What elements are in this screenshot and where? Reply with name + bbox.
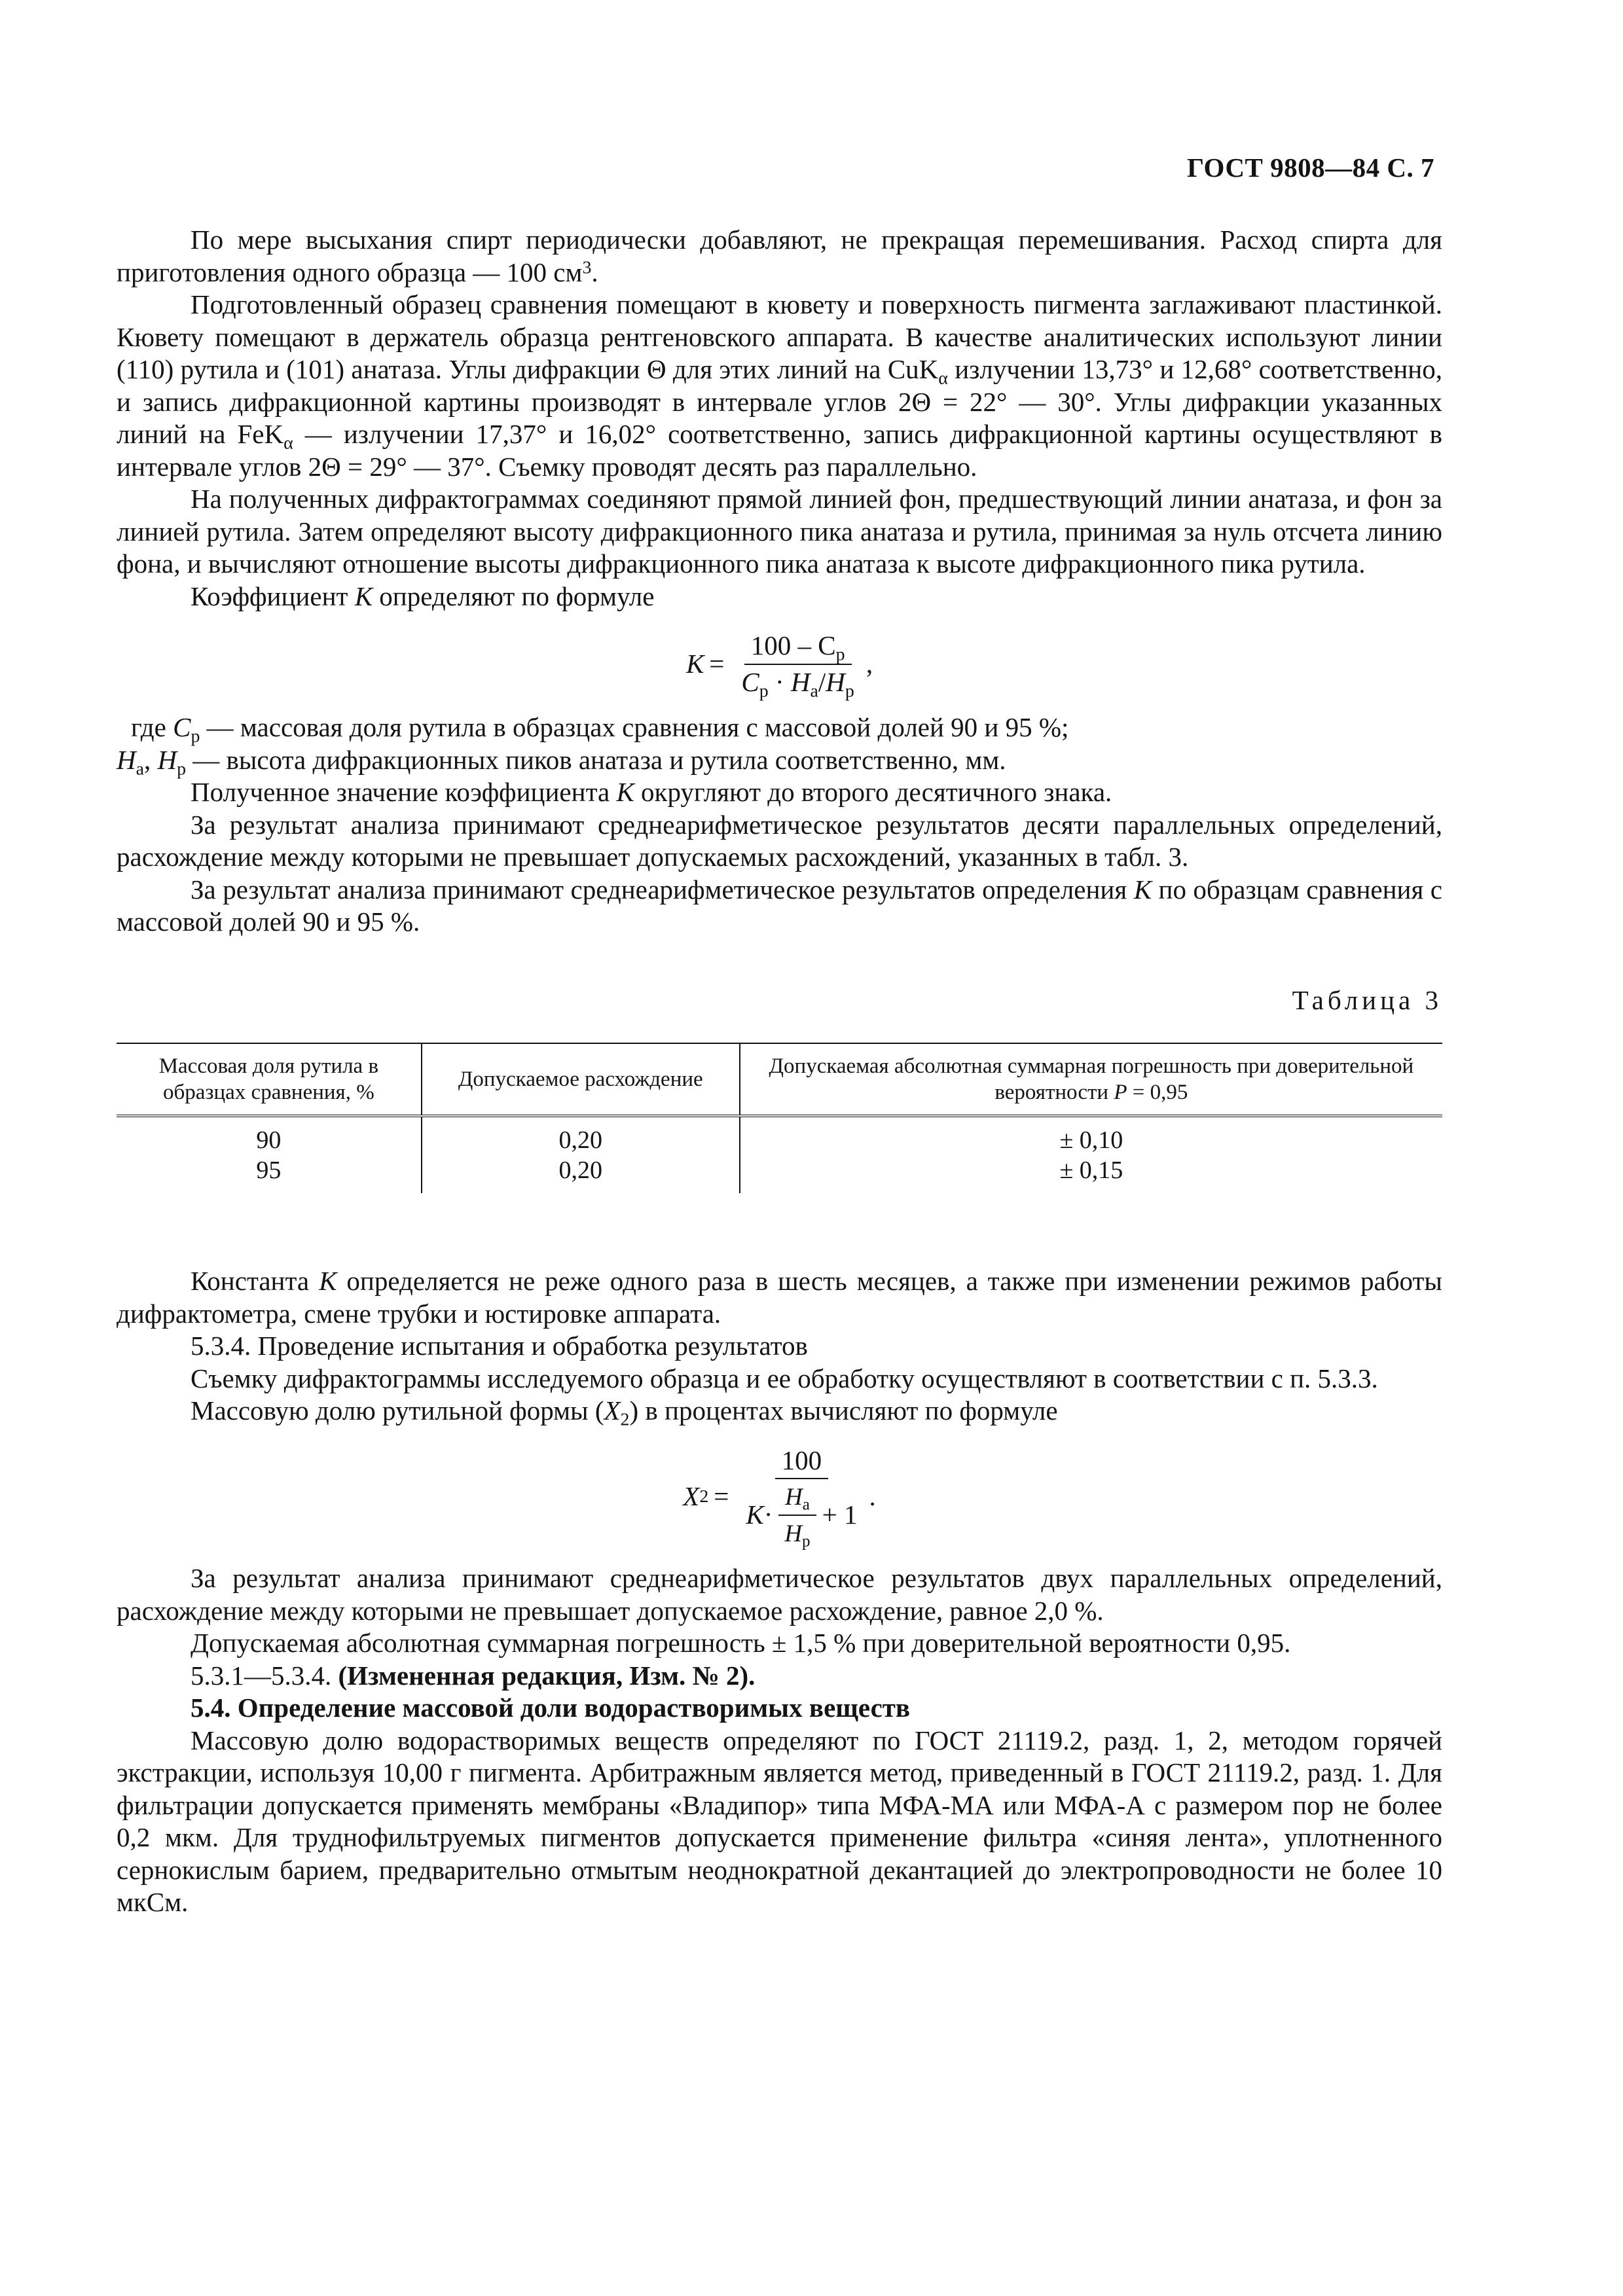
paragraph: Массовую долю водорастворимых веществ определяют по ГОСТ 21119.2, разд. 1, 2, методом горячей экстракции, используя 10,00 г пигмента. Арбитражным является метод, приведенный в ГОСТ 21119.2, разд. 1. Для фильтрации допускается применять мембраны «Владипор» типа МФА-МА или МФА-А с размером пор не более 0,2 мкм. Для труднофильтруемых пигментов допускается применение фильтра «синяя лента», уплотненного сернокислым барием, предварительно отмытым неоднократной декантацией до электропроводности не более 10 мкСм. [117,1725,1442,1917]
paragraph: Массовую долю рутильной формы $(X_2)$ в процентах вычисляют по формуле [191,1395,1058,1430]
formula-k: K = $\frac{100 - C_р}{C_р \cdot H_а/H_р}$ , [685,630,873,701]
table-caption: Таблица 3 [1292,984,1442,1015]
document-body [117,224,1442,1919]
table-row [117,1155,1442,1193]
column-header: Массовая доля рутила в образцах сравнения, % [117,1043,422,1116]
paragraph: На полученных дифрактограммах соединяют прямой линией фон, предшествующий линии анатаза, и фон за линией рутила. Затем определяют высоту дифракционного пика анатаза и рутила, принимая за нуль отсчета линию фона, и вычисляют отношение высоты дифракционного пика анатаза к высоте дифракционного пика рутила. [117,484,1442,579]
page-header: ГОСТ 9808—84 С. 7 [1186,152,1434,183]
table-cell: 0,20 [422,1116,740,1155]
table-cell: 95 [256,1157,282,1184]
paragraph: За результат анализа принимают среднеарифметическое результатов определения K по образцам сравнения с массовой долей 90 и 95 %. [117,874,1442,937]
paragraph: За результат анализа принимают среднеарифметическое результатов двух параллельных определений, расхождение между которыми не превышает допускаемое расхождение, равное 2,0 %. [117,1563,1442,1626]
subsection-title: 5.3.4. Проведение испытания и обработка результатов [191,1331,808,1361]
paragraph: Подготовленный образец сравнения помещают в кювету и поверхность пигмента заглаживают пластинкой. Кювету помещают в держатель образца рентгеновского аппарата. В качестве аналитических используют линии (110) рутила и (101) анатаза. Углы дифракции Θ для этих линий на CuK$_\alpha$ излучении 13,73° и 12,68° соответственно, и запись дифракционной картины производят в интервале углов 2Θ = 22° — 30°. Углы дифракции указанных линий на FeK$_\alpha$ — излучении 17,37° и 16,02° соответственно, запись дифракционной картины осуществляют в интервале углов 2Θ = 29° — 37°. Съемку проводят десять раз параллельно. [117,289,1442,482]
table-header-row [117,1043,1442,1116]
column-header: Допускаемое расхождение [422,1043,740,1116]
section-title: 5.4. Определение массовой доли водорастворимых веществ [191,1693,911,1723]
paragraph: Допускаемая абсолютная суммарная погрешность ± 1,5 % при доверительной вероятности 0,95. [191,1628,1291,1658]
table-cell: 90 [256,1126,282,1154]
legend-line: где $C_р$ — массовая доля рутила в образцах сравнения с массовой долей 90 и 95 %; [131,712,1069,747]
paragraph: Константа K определяется не реже одного раза в шесть месяцев, а также при изменении режимов работы дифрактометра, смене трубки и юстировке аппарата. [117,1266,1442,1329]
column-header: Допускаемая абсолютная суммарная погрешность при доверительной вероятности P = 0,95 [740,1043,1442,1116]
paragraph: Коэффициент K определяют по формуле [191,581,655,611]
table-cell: 0,20 [422,1155,740,1193]
table-row [117,1116,1442,1155]
paragraph: За результат анализа принимают среднеарифметическое результатов десяти параллельных определений, расхождение между которыми не превышает допускаемых расхождений, указанных в табл. 3. [117,809,1442,872]
paragraph: По мере высыхания спирт периодически добавляют, не прекращая перемешивания. Расход спирта для приготовления одного образца — 100 $см^3$. [117,224,1442,287]
paragraph: Съемку дифрактограммы исследуемого образца и ее обработку осуществляют в соответствии с п. 5.3.3. [191,1363,1378,1393]
fraction: 100 K · $\frac{H_а}{H_р}$ + 1 [746,1444,858,1551]
amendment-note: 5.3.1—5.3.4. (Измененная редакция, Изм. № 2). [191,1660,756,1691]
legend-line: $H_а$, $H_р$ — высота дифракционных пиков анатаза и рутила соответственно, мм. [117,744,1006,779]
table-cell: ± 0,15 [740,1155,1442,1193]
data-table [117,1043,1442,1193]
table-cell: ± 0,10 [740,1116,1442,1155]
inner-fraction: $\frac{H_а}{H_р}$ [778,1480,816,1549]
fraction: $\frac{100 - C_р}{C_р \cdot H_а/H_р}$ [741,630,854,701]
formula-x2: X 2 = 100 K · $\frac{H_а}{H_р}$ + 1 . [683,1444,876,1551]
paragraph: Полученное значение коэффициента K округляют до второго десятичного знака. [191,777,1112,807]
